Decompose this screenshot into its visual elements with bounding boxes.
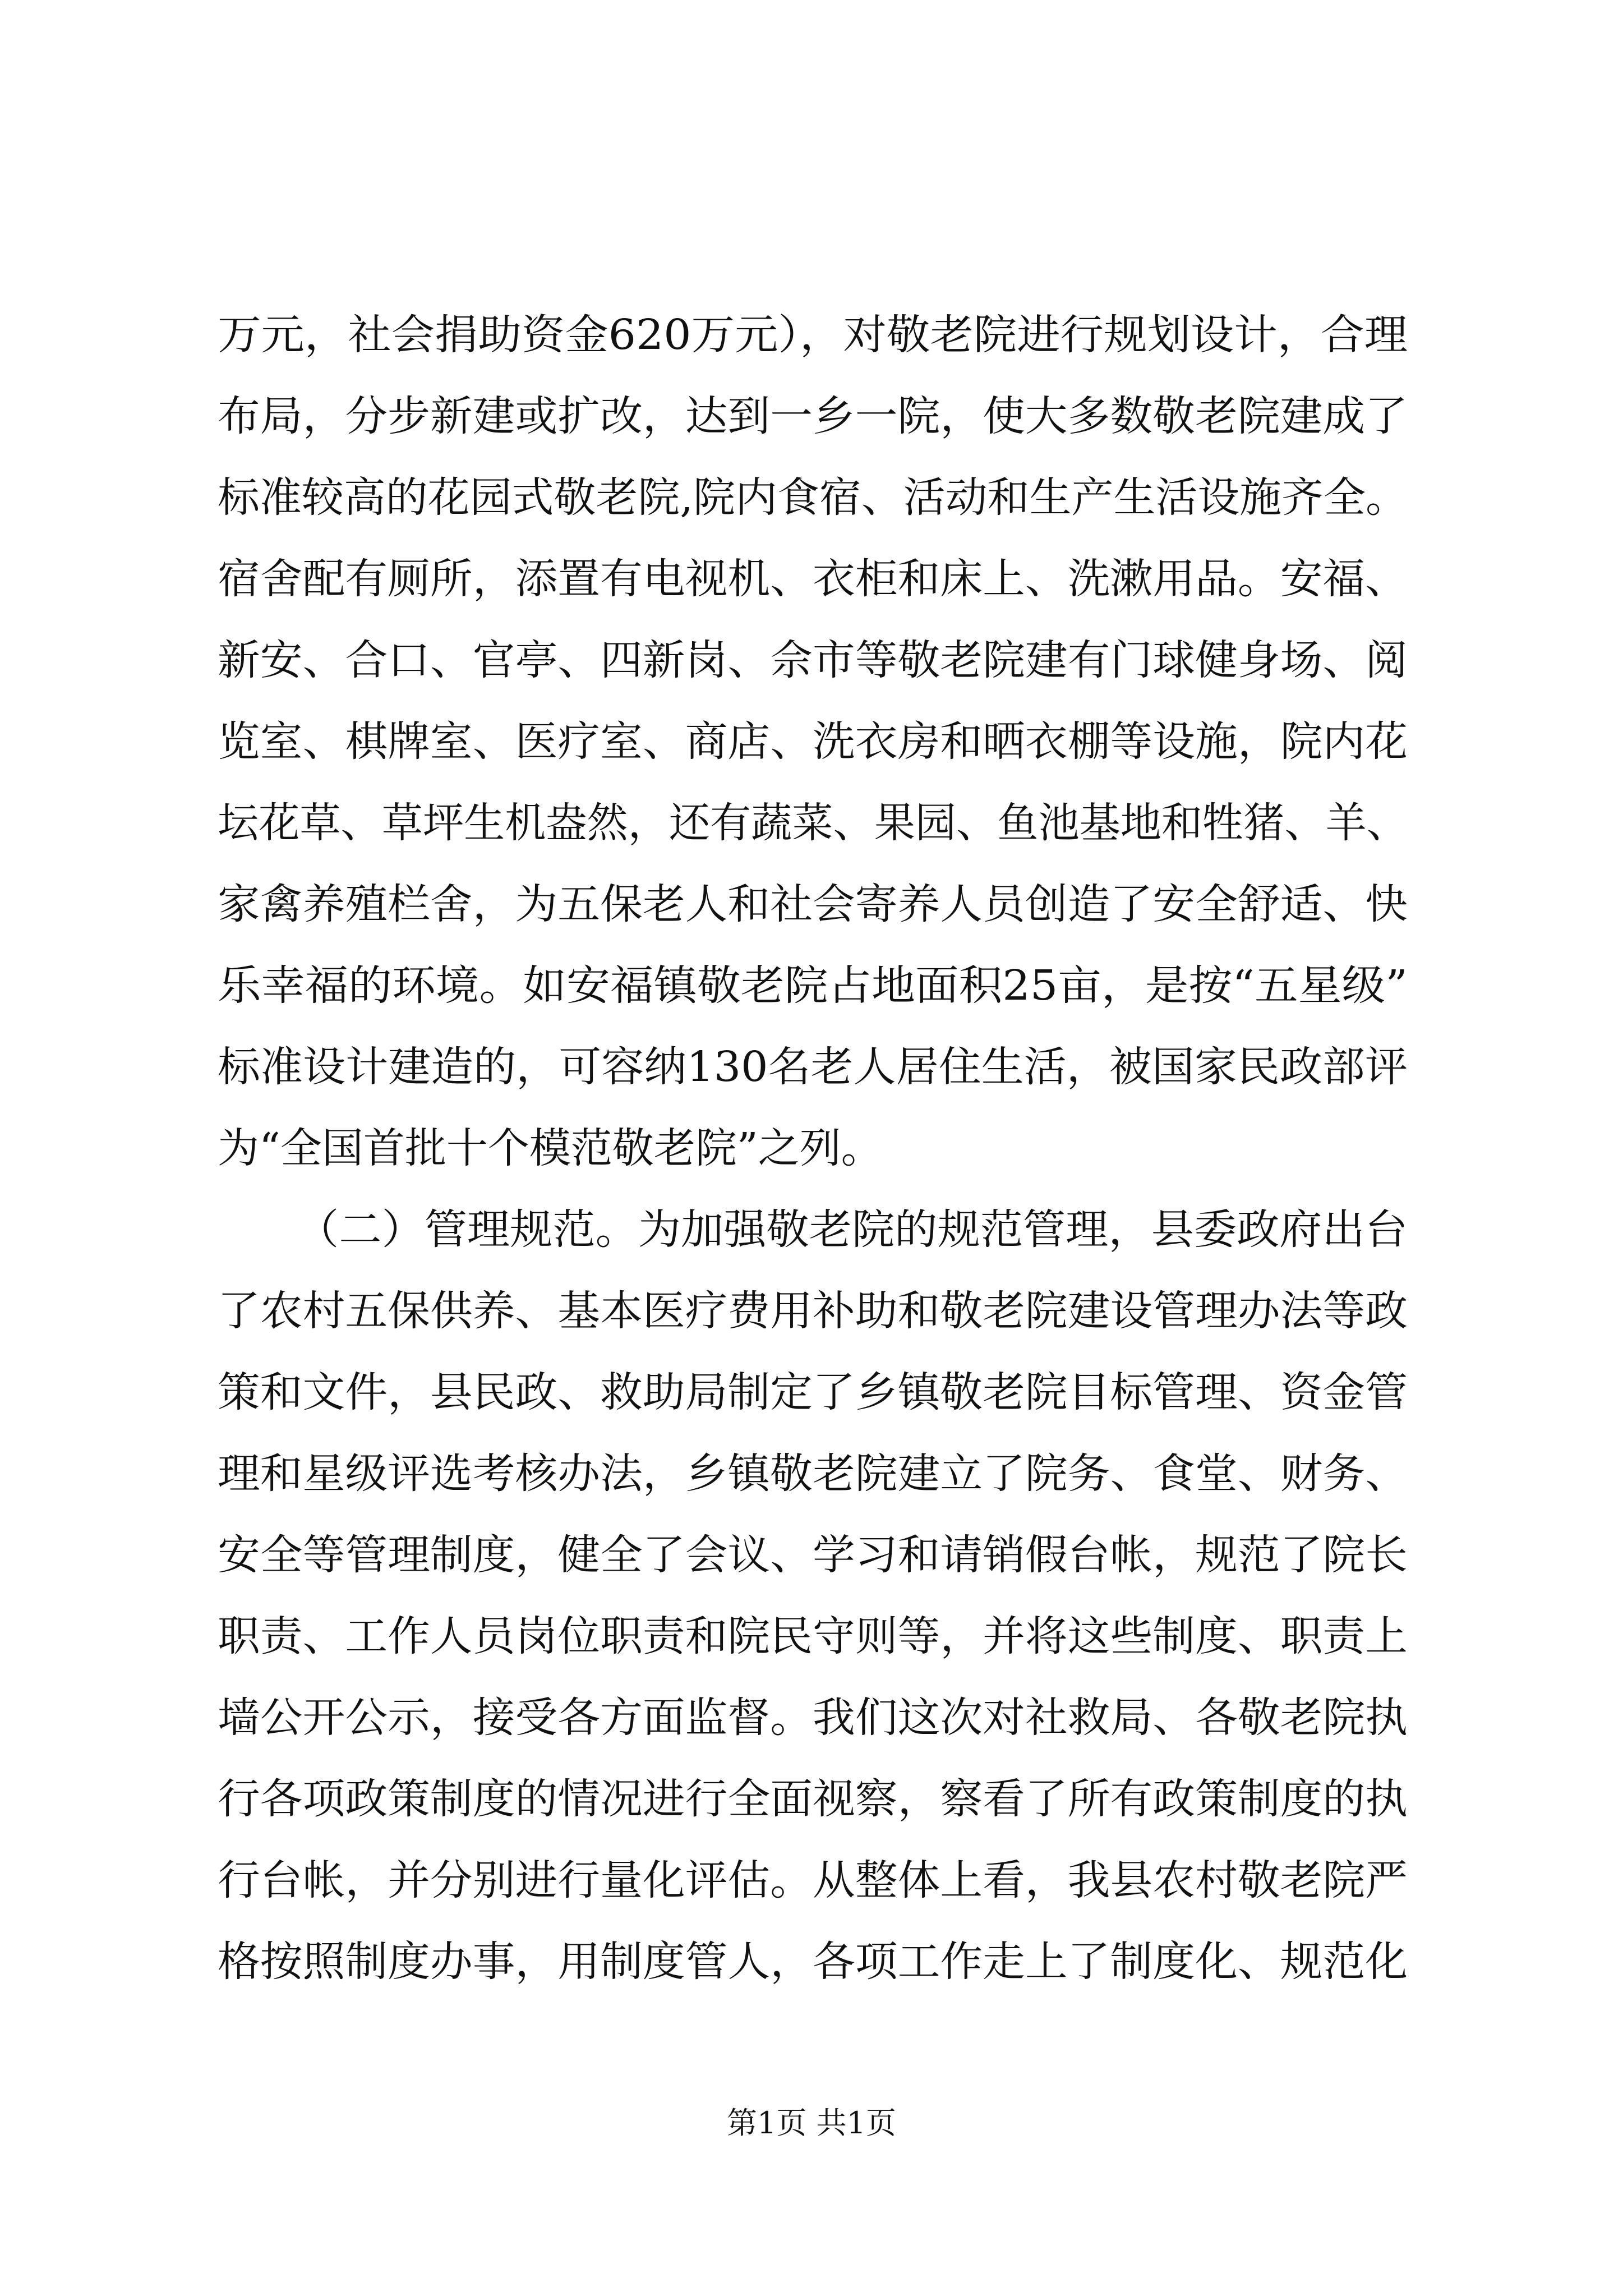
line-text: 了农村五保供养、基本医疗费用补助和敬老院建设管理办法等政 [218,1287,1408,1335]
line-text: 坛花草、草坪生机盎然，还有蔬菜、果园、鱼池基地和牲猪、羊、 [218,799,1408,847]
line-text: 安全等管理制度，健全了会议、学习和请销假台帐，规范了院长 [218,1531,1408,1579]
text-line [0,1515,1623,1596]
text-line [0,1108,1623,1189]
line-text: 行各项政策制度的情况进行全面视察，察看了所有政策制度的执 [218,1775,1408,1823]
text-line [0,1596,1623,1677]
line-text: 宿舍配有厕所，添置有电视机、衣柜和床上、洗漱用品。安福、 [218,555,1408,603]
text-line [0,1027,1623,1108]
text-line [0,864,1623,945]
line-text: 行台帐，并分别进行量化评估。从整体上看，我县农村敬老院严 [218,1856,1408,1904]
line-text: 墙公开公示，接受各方面监督。我们这次对社救局、各敬老院执 [218,1694,1408,1742]
line-text: 万元，社会捐助资金620万元），对敬老院进行规划设计，合理 [218,311,1408,359]
line-text: 乐幸福的环境。如安福镇敬老院占地面积25亩，是按“五星级” [218,961,1408,1010]
line-text: 览室、棋牌室、医疗室、商店、洗衣房和晒衣棚等设施，院内花 [218,717,1408,766]
text-line [0,1921,1623,2003]
line-text: 布局，分步新建或扩改，达到一乡一院，使大多数敬老院建成了 [218,392,1408,440]
text-line [0,1759,1623,1840]
text-line [0,1840,1623,1921]
text-line [0,1352,1623,1433]
text-line [0,1271,1623,1352]
text-line [0,295,1623,376]
line-text: 家禽养殖栏舍，为五保老人和社会寄养人员创造了安全舒适、快 [218,880,1408,928]
line-text: 标准设计建造的，可容纳130名老人居住生活，被国家民政部评 [218,1043,1408,1091]
line-text: 理和星级评选考核办法，乡镇敬老院建立了院务、食堂、财务、 [218,1450,1408,1498]
line-text: 格按照制度办事，用制度管人，各项工作走上了制度化、规范化 [218,1938,1408,1986]
text-line [0,945,1623,1027]
text-line [0,457,1623,539]
text-line [0,1189,1623,1271]
text-line [0,1677,1623,1759]
text-line [0,620,1623,701]
text-line [0,376,1623,457]
line-text: 为“全国首批十个模范敬老院”之列。 [218,1124,883,1172]
text-line [0,1433,1623,1515]
line-text: 策和文件，县民政、救助局制定了乡镇敬老院目标管理、资金管 [218,1368,1408,1416]
text-line [0,783,1623,864]
page-footer: 第1页 共1页 [727,2105,896,2141]
line-text: 新安、合口、官亭、四新岗、佘市等敬老院建有门球健身场、阅 [218,636,1408,684]
line-text: 标准较高的花园式敬老院,院内食宿、活动和生产生活设施齐全。 [218,473,1408,522]
text-line [0,701,1623,783]
line-text: （二）管理规范。为加强敬老院的规范管理，县委政府出台 [296,1205,1408,1254]
text-line [0,539,1623,620]
line-text: 职责、工作人员岗位职责和院民守则等，并将这些制度、职责上 [218,1612,1408,1660]
